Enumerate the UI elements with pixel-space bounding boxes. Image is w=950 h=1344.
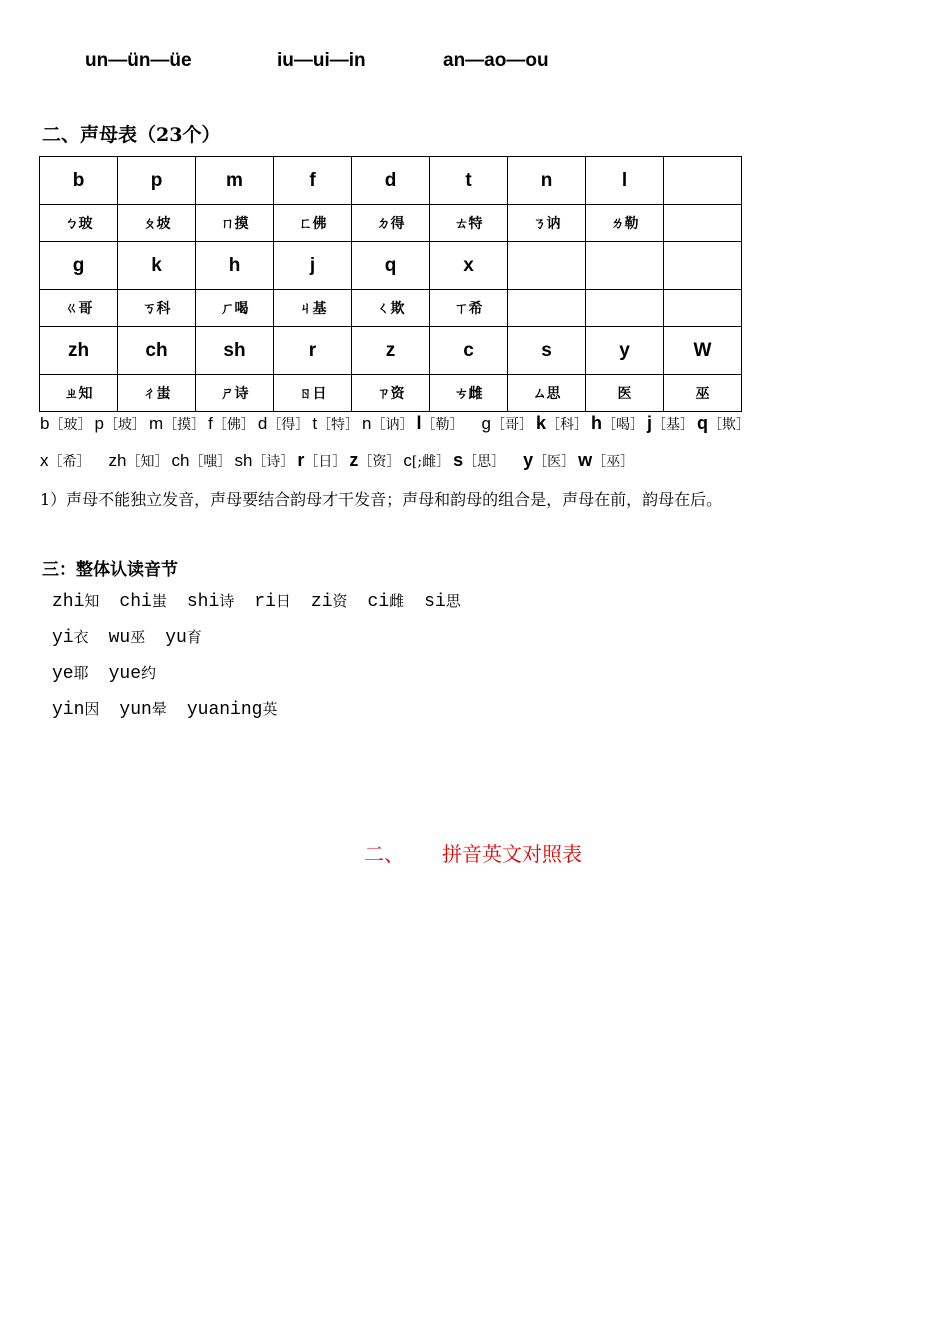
- initial-letter: p: [94, 414, 104, 433]
- syllable-pinyin: yin: [52, 700, 85, 720]
- example-char-cell: [508, 290, 586, 327]
- example-char: ［嗤］: [189, 454, 232, 470]
- example-char-cell: ㄔ蚩: [118, 375, 196, 412]
- example-char: ［希］: [48, 454, 91, 470]
- example-char-cell: [586, 290, 664, 327]
- example-char: ［特］: [317, 417, 360, 433]
- initial-letter-cell: r: [274, 327, 352, 375]
- example-char: ［坡］: [103, 417, 146, 433]
- example-char-cell: [664, 290, 742, 327]
- example-char-cell: 巫: [664, 375, 742, 412]
- example-char-row: [40, 205, 742, 242]
- syllable-char: 育: [186, 628, 202, 646]
- initial-letter-cell: m: [196, 157, 274, 205]
- example-char: ［知］: [126, 454, 169, 470]
- initial-letter: y: [523, 450, 534, 470]
- syllable-pinyin: zhi: [52, 592, 85, 612]
- syllable-char: 晕: [151, 700, 167, 718]
- initial-letter-cell: j: [274, 242, 352, 290]
- initial-letter: d: [257, 414, 268, 433]
- example-char: ［哥］: [491, 417, 533, 433]
- initial-letter-cell: s: [508, 327, 586, 375]
- example-char-cell: ㄙ思: [508, 375, 586, 412]
- example-char-cell: ㄊ特: [430, 205, 508, 242]
- initial-letter: j: [647, 413, 653, 433]
- initial-letter: k: [536, 413, 547, 433]
- initial-letter: zh: [108, 451, 127, 470]
- example-char-row: [40, 375, 742, 412]
- syllable-pinyin: ri: [254, 592, 276, 612]
- example-char: ［欺］: [708, 417, 751, 433]
- syllable-pinyin: ci: [367, 592, 390, 612]
- pinyin-english-table-title: [364, 838, 582, 867]
- initial-letter: x: [40, 451, 49, 470]
- initial-letter-cell: ch: [118, 327, 196, 375]
- example-char-cell: ㄗ资: [352, 375, 430, 412]
- syllable-char: 英: [262, 700, 278, 718]
- initial-letter-cell: f: [274, 157, 352, 205]
- syllable-pinyin: yu: [165, 628, 187, 648]
- initial-letter: t: [312, 414, 318, 433]
- syllable-pinyin: yuaning: [186, 700, 263, 720]
- initial-letter: f: [208, 414, 213, 433]
- initial-letter: g: [481, 414, 491, 433]
- syllable-line: [52, 626, 222, 648]
- example-char-cell: 医: [586, 375, 664, 412]
- initial-letter-cell: zh: [40, 327, 118, 375]
- initial-letter: s: [453, 450, 464, 470]
- initial-letter-cell: z: [352, 327, 430, 375]
- letters-row: [40, 157, 742, 205]
- initial-letter: b: [40, 414, 50, 433]
- example-char-cell: ㄇ摸: [196, 205, 274, 242]
- initial-letter-cell: [586, 242, 664, 290]
- initials-example-line-1: [40, 413, 753, 434]
- example-char-cell: ㄅ玻: [40, 205, 118, 242]
- example-char: ［基］: [652, 417, 695, 433]
- rhyme-group-3: an—ao—ou: [443, 50, 549, 71]
- syllable-pinyin: yi: [52, 628, 74, 648]
- example-char: ［医］: [533, 454, 576, 470]
- initial-letter: sh: [234, 451, 253, 470]
- syllable-char: 衣: [73, 628, 89, 646]
- initial-letter-cell: b: [40, 157, 118, 205]
- initial-letter-cell: x: [430, 242, 508, 290]
- initial-letter: c: [403, 451, 412, 470]
- initials-table: [39, 156, 742, 412]
- initial-letter-cell: l: [586, 157, 664, 205]
- example-char-row: [40, 290, 742, 327]
- example-char-cell: ㄎ科: [118, 290, 196, 327]
- syllable-char: 资: [332, 592, 348, 610]
- syllable-pinyin: wu: [108, 628, 131, 648]
- initial-letter-cell: t: [430, 157, 508, 205]
- initial-letter: z: [349, 450, 359, 470]
- example-char: ［得］: [267, 417, 310, 433]
- syllable-pinyin: zi: [310, 592, 333, 612]
- example-char: ［资］: [358, 454, 401, 470]
- initial-letter-cell: n: [508, 157, 586, 205]
- initial-letter: q: [697, 413, 709, 433]
- example-char: ［日］: [304, 454, 347, 470]
- example-char-cell: ㄉ得: [352, 205, 430, 242]
- syllable-pinyin: si: [424, 592, 446, 612]
- syllable-char: 蚩: [151, 592, 167, 610]
- example-char: ［摸］: [163, 417, 206, 433]
- example-char: ［思］: [463, 454, 506, 470]
- initial-letter: h: [591, 413, 603, 433]
- letters-row: [40, 327, 742, 375]
- letters-row: [40, 242, 742, 290]
- example-char: ［玻］: [49, 417, 92, 433]
- red-title-number: 二、: [364, 842, 404, 866]
- syllable-line: [52, 698, 297, 720]
- example-char: ［诗］: [252, 454, 295, 470]
- example-char: ［科］: [546, 417, 589, 433]
- example-char-cell: ㄒ希: [430, 290, 508, 327]
- example-char: [;雌］: [411, 454, 451, 470]
- initial-letter-cell: q: [352, 242, 430, 290]
- example-char-cell: [664, 205, 742, 242]
- syllable-pinyin: chi: [119, 592, 152, 612]
- example-char-cell: ㄌ勒: [586, 205, 664, 242]
- red-title-text: 拼音英文对照表: [442, 842, 582, 866]
- initial-letter-cell: [508, 242, 586, 290]
- example-char: ［巫］: [592, 454, 635, 470]
- initial-letter-cell: d: [352, 157, 430, 205]
- initial-letter: m: [148, 414, 164, 433]
- whole-syllables-heading: 三：整体认读音节: [42, 560, 178, 580]
- syllable-char: 日: [275, 592, 291, 610]
- initial-letter: r: [297, 450, 305, 470]
- example-char-cell: ㄋ讷: [508, 205, 586, 242]
- example-char-cell: ㄆ坡: [118, 205, 196, 242]
- initial-letter-cell: [664, 242, 742, 290]
- syllable-char: 约: [141, 664, 157, 682]
- rhyme-group-2: iu—ui—in: [277, 50, 366, 71]
- initial-letter: n: [362, 414, 372, 433]
- syllable-char: 诗: [219, 592, 235, 610]
- syllable-char: 思: [445, 592, 461, 610]
- example-char-cell: ㄏ喝: [196, 290, 274, 327]
- initial-letter-cell: k: [118, 242, 196, 290]
- example-char-cell: ㄖ日: [274, 375, 352, 412]
- initial-letter-cell: W: [664, 327, 742, 375]
- example-char: ［勒］: [421, 417, 464, 433]
- syllable-line: [52, 662, 176, 684]
- syllable-pinyin: ye: [52, 664, 74, 684]
- example-char-cell: ㄓ知: [40, 375, 118, 412]
- initial-letter-cell: sh: [196, 327, 274, 375]
- example-char: ［讷］: [371, 417, 414, 433]
- syllable-char: 巫: [130, 628, 146, 646]
- syllable-char: 因: [84, 700, 100, 718]
- initial-letter: w: [578, 450, 593, 470]
- initial-letter-cell: g: [40, 242, 118, 290]
- syllable-char: 耶: [73, 664, 89, 682]
- syllable-char: 雌: [389, 592, 405, 610]
- syllable-char: 知: [84, 592, 100, 610]
- syllable-pinyin: shi: [186, 592, 220, 612]
- example-char: ［喝］: [602, 417, 645, 433]
- initials-note: 1）声母不能独立发音，声母要结合韵母才干发音；声母和韵母的组合是，声母在前，韵母在后。: [40, 490, 723, 509]
- initial-letter-cell: p: [118, 157, 196, 205]
- example-char-cell: ㄘ雌: [430, 375, 508, 412]
- example-char-cell: ㄕ诗: [196, 375, 274, 412]
- initial-letter-cell: y: [586, 327, 664, 375]
- initial-letter: ch: [171, 451, 190, 470]
- example-char: ［佛］: [212, 417, 255, 433]
- example-char-cell: ㄈ佛: [274, 205, 352, 242]
- initial-letter-cell: c: [430, 327, 508, 375]
- initials-table-heading: 二、声母表（23个）: [42, 124, 221, 146]
- example-char-cell: ㄐ基: [274, 290, 352, 327]
- initials-example-line-2: [40, 450, 637, 471]
- rhyme-group-1: un—ün—üe: [85, 50, 192, 71]
- initial-letter-cell: h: [196, 242, 274, 290]
- initial-letter-cell: [664, 157, 742, 205]
- example-char-cell: ㄑ欺: [352, 290, 430, 327]
- syllable-pinyin: yun: [119, 700, 152, 720]
- syllable-pinyin: yue: [108, 664, 142, 684]
- syllable-line: [52, 590, 481, 612]
- example-char-cell: ㄍ哥: [40, 290, 118, 327]
- initial-letter: l: [416, 413, 422, 433]
